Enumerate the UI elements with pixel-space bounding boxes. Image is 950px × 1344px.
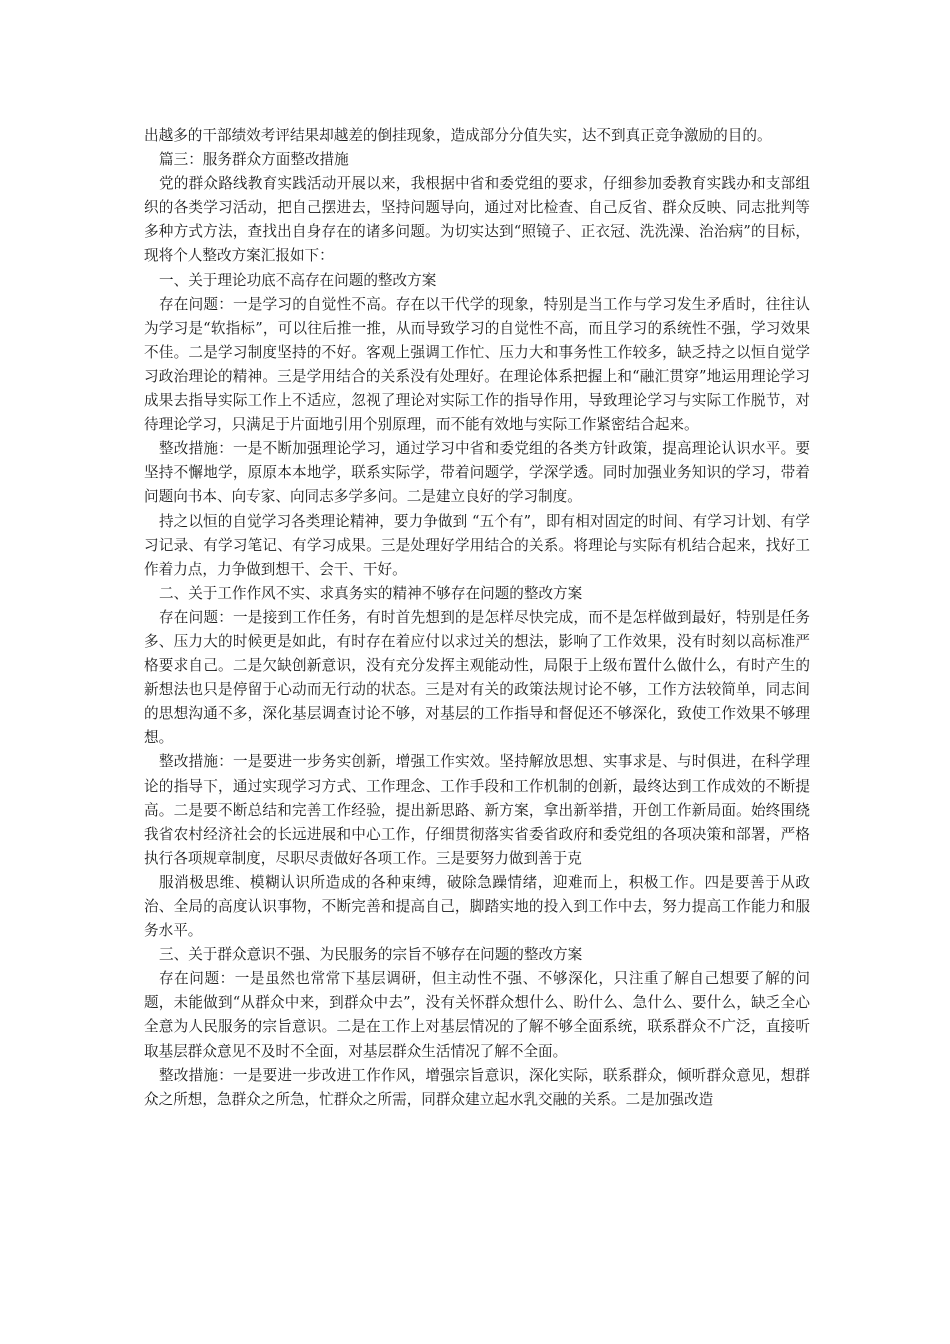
document-body [144, 124, 810, 1112]
paragraph-mass-awareness-problems: 存在问题：一是虽然也常常下基层调研，但主动性不强、不够深化，只注重了解自己想要了解的问题，未能做到“从群众中来，到群众中去”，没有关怀群众想什么、盼什么、急什么、要什么，缺乏全心全意为人民服务的宗旨意识。二是在工作上对基层情况的了解不够全面系统，联系群众不广泛，直接听取基层群众意见不及时不全面，对基层群众生活情况了解不全面。 [144, 970, 810, 1060]
paragraph-intro: 党的群众路线教育实践活动开展以来，我根据中省和委党组的要求，仔细参加委教育实践办和支部组织的各类学习活动，把自己摆进去，坚持问题导向，通过对比检查、自己反省、群众反映、同志批判等多种方式方法，查找出自身存在的诸多问题。为切实达到“照镜子、正衣冠、洗洗澡、治治病”的目标，现将个人整改方案汇报如下： [144, 175, 810, 265]
paragraph-work-style-measures-cont: 服消极思维、模糊认识所造成的各种束缚，破除急躁情绪，迎难而上，积极工作。四是要善于从政治、全局的高度认识事物，不断完善和提高自己，脚踏实地的投入到工作中去，努力提高工作能力和服务水平。 [144, 873, 810, 940]
paragraph-theory-measures-cont: 持之以恒的自觉学习各类理论精神，要力争做到 “五个有”，即有相对固定的时间、有学习计划、有学习记录、有学习笔记、有学习成果。三是处理好学用结合的关系。将理论与实际有机结合起来，找好工作着力点，力争做到想干、会干、干好。 [144, 512, 810, 578]
heading-theory: 一、关于理论功底不高存在问题的整改方案 [159, 271, 437, 289]
section-title-part-three: 篇三：服务群众方面整改措施 [159, 151, 349, 169]
heading-mass-awareness: 三、关于群众意识不强、为民服务的宗旨不够存在问题的整改方案 [159, 946, 583, 964]
paragraph-theory-problems: 存在问题：一是学习的自觉性不高。存在以干代学的现象，特别是当工作与学习发生矛盾时，往往认为学习是“软指标”，可以往后推一推，从而导致学习的自觉性不高，而且学习的系统性不强，学习效果不佳。二是学习制度坚持的不好。客观上强调工作忙、压力大和事务性工作较多，缺乏持之以恒自觉学习政治理论的精神。三是学用结合的关系没有处理好。在理论体系把握上和“融汇贯穿”地运用理论学习成果去指导实际工作上不适应，忽视了理论对实际工作的指导作用，导致理论学习与实际工作脱节，对待理论学习，只满足于片面地引用个别原理，而不能有效地与实际工作紧密结合起来。 [144, 295, 810, 434]
paragraph-work-style-measures: 整改措施：一是要进一步务实创新，增强工作实效。坚持解放思想、实事求是、与时俱进，在科学理论的指导下，通过实现学习方式、工作理念、工作手段和工作机制的创新，最终达到工作成效的不断提高。二是要不断总结和完善工作经验，提出新思路、新方案，拿出新举措，开创工作新局面。始终围绕我省农村经济社会的长远进展和中心工作，仔细贯彻落实省委省政府和委党组的各项决策和部署，严格执行各项规章制度，尽职尽责做好各项工作。三是要努力做到善于克 [144, 753, 810, 867]
heading-work-style: 二、关于工作作风不实、求真务实的精神不够存在问题的整改方案 [159, 584, 583, 602]
paragraph-work-style-problems: 存在问题：一是接到工作任务，有时首先想到的是怎样尽快完成，而不是怎样做到最好，特别是任务多、压力大的时候更是如此，有时存在着应付以求过关的想法，影响了工作效果，没有时刻以高标准严格要求自己。二是欠缺创新意识，没有充分发挥主观能动性，局限于上级布置什么做什么，有时产生的新想法也只是停留于心动而无行动的状态。三是对有关的政策法规讨论不够，工作方法较简单，同志间的思想沟通不多，深化基层调查讨论不够，对基层的工作指导和督促还不够深化，致使工作效果不够理想。 [144, 608, 810, 747]
paragraph-mass-awareness-measures: 整改措施：一是要进一步改进工作作风，增强宗旨意识，深化实际，联系群众，倾听群众意见，想群众之所想，急群众之所急，忙群众之所需，同群众建立起水乳交融的关系。二是加强改造 [144, 1066, 810, 1108]
paragraph-carryover: 出越多的干部绩效考评结果却越差的倒挂现象，造成部分分值失实，达不到真正竞争激励的目的。 [144, 127, 772, 144]
paragraph-theory-measures: 整改措施：一是不断加强理论学习，通过学习中省和委党组的各类方针政策，提高理论认识水平。要坚持不懈地学，原原本本地学，联系实际学，带着问题学，学深学透。同时加强业务知识的学习，带着问题向书本、向专家、向同志多学多问。二是建立良好的学习制度。 [144, 440, 810, 506]
